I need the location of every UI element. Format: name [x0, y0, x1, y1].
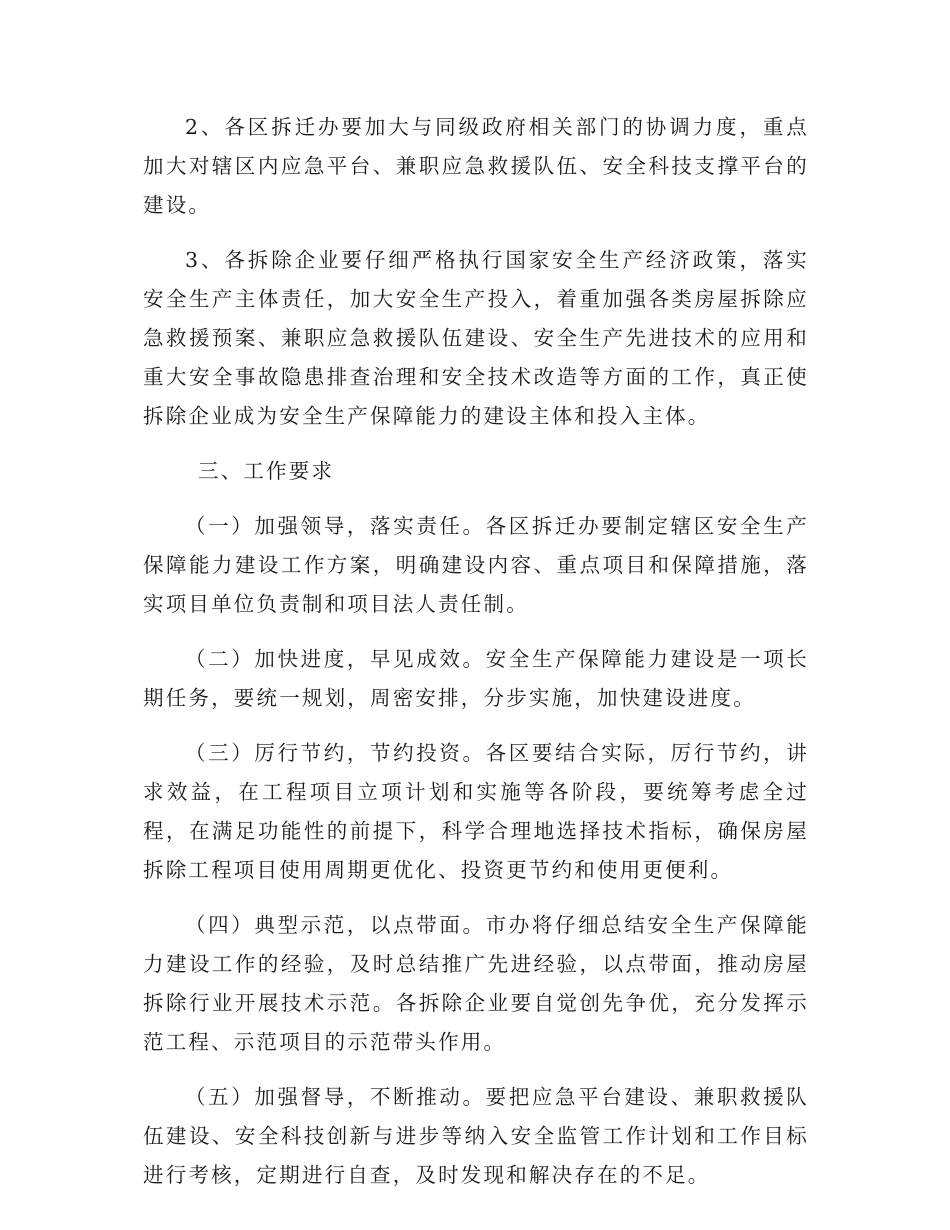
requirement-4: （四）典型示范，以点带面。市办将仔细总结安全生产保障能力建设工作的经验，及时总结推广先进经验，以点带面，推动房屋拆除行业开展技术示范。各拆除企业要自觉创先争优，充分发挥示范工程、示范项目的示范带头作用。: [143, 913, 809, 1054]
paragraph-item-3: 3、各拆除企业要仔细严格执行国家安全生产经济政策，落实安全生产主体责任，加大安全生产投入，着重加强各类房屋拆除应急救援预案、兼职应急救援队伍建设、安全生产先进技术的应用和重大安全事故隐患排查治理和安全技术改造等方面的工作，真正使拆除企业成为安全生产保障能力的建设主体和投入主体。: [143, 248, 809, 428]
requirement-1: （一）加强领导，落实责任。各区拆迁办要制定辖区安全生产保障能力建设工作方案，明确建设内容、重点项目和保障措施，落实项目单位负责制和项目法人责任制。: [143, 514, 809, 616]
paragraph-item-2: 2、各区拆迁办要加大与同级政府相关部门的协调力度，重点加大对辖区内应急平台、兼职应急救援队伍、安全科技支撑平台的建设。: [143, 115, 809, 217]
requirement-2: （二）加快进度，早见成效。安全生产保障能力建设是一项长期任务，要统一规划，周密安排，分步实施，加快建设进度。: [143, 647, 809, 710]
requirement-3: （三）厉行节约，节约投资。各区要结合实际，厉行节约，讲求效益，在工程项目立项计划和实施等各阶段，要统筹考虑全过程，在满足功能性的前提下，科学合理地选择技术指标，确保房屋拆除工程项目使用周期更优化、投资更节约和使用更便利。: [143, 741, 809, 882]
requirement-5: （五）加强督导，不断推动。要把应急平台建设、兼职救援队伍建设、安全科技创新与进步等纳入安全监管工作计划和工作目标进行考核，定期进行自查，及时发现和解决存在的不足。: [143, 1085, 809, 1187]
document-body: [143, 108, 809, 1195]
section-heading: 三、工作要求: [198, 459, 335, 483]
